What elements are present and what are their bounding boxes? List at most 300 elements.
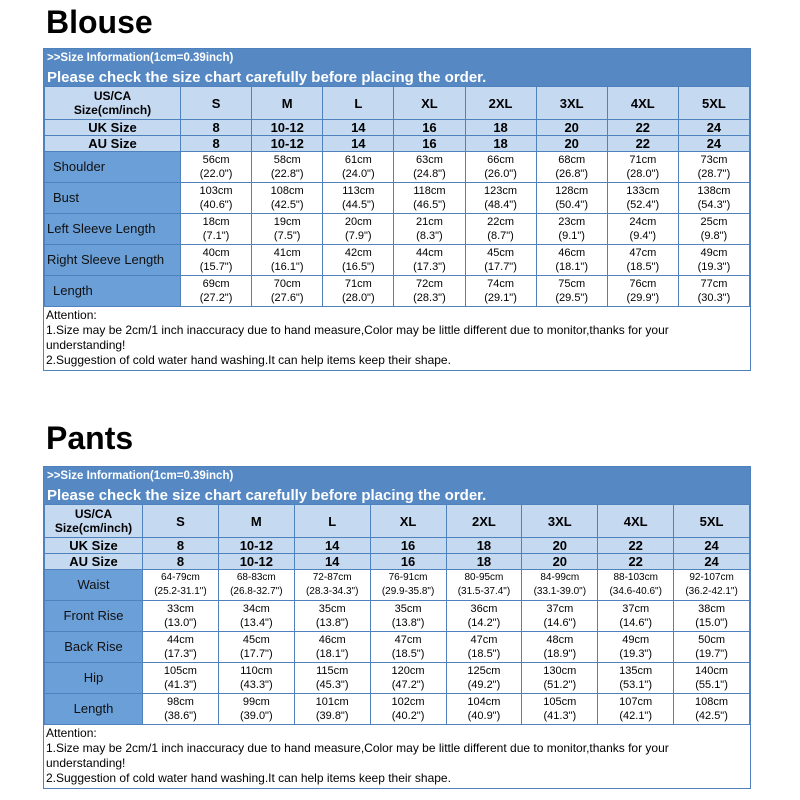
measurement-cm: 19cm [273, 216, 301, 228]
attention-line: 1.Size may be 2cm/1 inch inaccuracy due to hand measure,Color may be little different due to monitor,thanks for your understanding! [46, 741, 669, 770]
measurement-cell [522, 632, 598, 663]
measurement-cell [536, 245, 607, 276]
measurement-row [45, 570, 750, 601]
measurement-inch: (40.6") [199, 199, 233, 211]
measurement-cm: 103cm [199, 185, 233, 197]
measurement-inch: (14.6") [619, 617, 652, 629]
measurement-inch: (53.1") [619, 679, 652, 691]
measurement-label: Length [45, 694, 143, 725]
uk-size-value: 22 [598, 538, 674, 554]
size-column-header: 2XL [446, 505, 522, 538]
measurement-cm: 77cm [700, 278, 728, 290]
measurement-label: Front Rise [45, 601, 143, 632]
measurement-cm: 74cm [487, 278, 515, 290]
measurement-cell [598, 601, 674, 632]
measurement-inch: (16.5") [341, 261, 375, 273]
measurement-row [45, 183, 750, 214]
measurement-cell [465, 276, 536, 307]
measurement-cm: 76cm [629, 278, 657, 290]
header-label-line: Size(cm/inch) [73, 103, 152, 117]
measurement-cell [181, 245, 252, 276]
measurement-cm: 105cm [543, 696, 577, 708]
measurement-cm: 23cm [558, 216, 586, 228]
measurement-cell [181, 183, 252, 214]
measurement-inch: (42.5") [270, 199, 304, 211]
measurement-cell [522, 694, 598, 725]
blouse-size-table [44, 86, 750, 307]
measurement-cell [394, 183, 465, 214]
measurement-cell [323, 276, 394, 307]
measurement-cm: 40cm [202, 247, 230, 259]
measurement-cell [323, 245, 394, 276]
measurement-cm: 50cm [698, 634, 726, 646]
size-column-header: 5XL [674, 505, 750, 538]
measurement-cell [674, 663, 750, 694]
measurement-cm: 110cm [240, 665, 273, 677]
measurement-row [45, 694, 750, 725]
measurement-inch: (22.8") [270, 168, 304, 180]
measurement-cell [446, 663, 522, 694]
size-column-header: 3XL [536, 87, 607, 120]
measurement-inch: (16.1") [270, 261, 304, 273]
blouse-size-chart [43, 48, 751, 371]
measurement-cm: 99cm [242, 696, 270, 708]
measurement-cell [143, 694, 219, 725]
measurement-row [45, 632, 750, 663]
measurement-inch: (19.7") [695, 648, 728, 660]
measurement-cell [598, 663, 674, 694]
measurement-cm: 80-95cm [464, 572, 504, 583]
measurement-cell [678, 276, 749, 307]
size-info-banner [44, 49, 750, 86]
measurement-cm: 42cm [344, 247, 372, 259]
au-size-value: 20 [536, 136, 607, 152]
measurement-inch: (18.5") [467, 648, 501, 660]
measurement-inch: (42.5") [695, 710, 728, 722]
measurement-cell [674, 632, 750, 663]
measurement-cm: 115cm [316, 665, 349, 677]
measurement-inch: (26.8") [555, 168, 588, 180]
measurement-inch: (46.5") [413, 199, 446, 211]
measurement-cell [370, 694, 446, 725]
measurement-cm: 37cm [622, 603, 650, 615]
measurement-inch: (8.3") [416, 230, 443, 242]
measurement-inch: (18.1") [555, 261, 588, 273]
measurement-cell [674, 694, 750, 725]
measurement-cell [465, 152, 536, 183]
au-size-label: AU Size [45, 136, 181, 152]
au-size-label: AU Size [45, 554, 143, 570]
measurement-inch: (40.2") [391, 710, 425, 722]
au-size-value: 22 [607, 136, 678, 152]
measurement-cm: 140cm [695, 665, 729, 677]
measurement-cm: 118cm [413, 185, 446, 197]
measurement-cm: 37cm [546, 603, 574, 615]
measurement-inch: (33.1-39.0") [533, 586, 587, 597]
measurement-cell [674, 570, 750, 601]
measurement-cell [218, 694, 294, 725]
size-column-header: 5XL [678, 87, 749, 120]
au-size-value: 24 [678, 136, 749, 152]
measurement-inch: (29.5") [555, 292, 588, 304]
measurement-cell [218, 632, 294, 663]
size-column-header: L [294, 505, 370, 538]
measurement-cm: 69cm [202, 278, 230, 290]
measurement-cell [465, 214, 536, 245]
measurement-inch: (7.5") [273, 230, 301, 242]
uk-size-row [45, 538, 750, 554]
measurement-cm: 92-107cm [689, 572, 734, 583]
au-size-value: 16 [370, 554, 446, 570]
size-column-header: S [181, 87, 252, 120]
uk-size-value: 20 [522, 538, 598, 554]
measurement-cm: 70cm [273, 278, 301, 290]
uk-size-value: 22 [607, 120, 678, 136]
measurement-inch: (13.8") [315, 617, 349, 629]
measurement-cm: 101cm [315, 696, 349, 708]
measurement-cell [536, 276, 607, 307]
measurement-cm: 47cm [629, 247, 657, 259]
measurement-cm: 104cm [467, 696, 501, 708]
measurement-cell [294, 663, 370, 694]
au-size-value: 24 [674, 554, 750, 570]
measurement-cell [607, 183, 678, 214]
measurement-cm: 35cm [318, 603, 346, 615]
measurement-cm: 36cm [470, 603, 498, 615]
measurement-inch: (47.2") [391, 679, 425, 691]
measurement-inch: (18.9") [543, 648, 577, 660]
measurement-row [45, 245, 750, 276]
pants-title: Pants [46, 420, 134, 456]
measurement-inch: (19.3") [619, 648, 652, 660]
measurement-inch: (26.0") [484, 168, 517, 180]
blouse-title: Blouse [46, 4, 153, 40]
measurement-cell [522, 570, 598, 601]
measurement-cell [536, 183, 607, 214]
measurement-inch: (28.0") [626, 168, 660, 180]
measurement-cm: 76-91cm [388, 572, 428, 583]
uk-size-value: 20 [536, 120, 607, 136]
measurement-cm: 45cm [242, 634, 270, 646]
measurement-inch: (13.4") [239, 617, 273, 629]
measurement-inch: (24.8") [413, 168, 446, 180]
measurement-cell [370, 632, 446, 663]
uk-size-value: 16 [370, 538, 446, 554]
measurement-cm: 58cm [273, 154, 301, 166]
attention-line: Attention: [46, 308, 97, 322]
measurement-cm: 128cm [555, 185, 589, 197]
measurement-cell [394, 152, 465, 183]
au-size-value: 10-12 [218, 554, 294, 570]
measurement-row [45, 601, 750, 632]
measurement-cm: 64-79cm [160, 572, 200, 583]
pants-size-chart [43, 466, 751, 789]
measurement-inch: (25.2-31.1") [154, 586, 207, 597]
measurement-label: Hip [45, 663, 143, 694]
au-size-value: 22 [598, 554, 674, 570]
measurement-cell [522, 663, 598, 694]
measurement-cm: 25cm [700, 216, 728, 228]
measurement-cm: 125cm [467, 665, 501, 677]
size-header-row [45, 87, 750, 120]
measurement-inch: (45.3") [315, 679, 349, 691]
size-chart-note: Please check the size chart carefully before placing the order. [47, 69, 487, 86]
measurement-label: Bust [45, 183, 181, 214]
au-size-value: 14 [294, 554, 370, 570]
measurement-cm: 66cm [487, 154, 515, 166]
measurement-inch: (39.8") [315, 710, 349, 722]
measurement-inch: (39.0") [239, 710, 273, 722]
measurement-inch: (18.5") [391, 648, 425, 660]
uk-size-label: UK Size [45, 120, 181, 136]
measurement-cm: 38cm [698, 603, 726, 615]
measurement-inch: (29.9") [626, 292, 660, 304]
measurement-inch: (55.1") [695, 679, 728, 691]
measurement-inch: (15.0") [695, 617, 728, 629]
measurement-cell [678, 183, 749, 214]
measurement-inch: (26.8-32.7") [230, 586, 283, 597]
measurement-cell [370, 663, 446, 694]
size-column-header: S [143, 505, 219, 538]
measurement-cell [607, 152, 678, 183]
measurement-cm: 75cm [558, 278, 586, 290]
measurement-row [45, 152, 750, 183]
measurement-inch: (17.7") [484, 261, 517, 273]
measurement-label: Right Sleeve Length [45, 245, 181, 276]
measurement-cell [294, 632, 370, 663]
measurement-label: Left Sleeve Length [45, 214, 181, 245]
measurement-inch: (17.3") [413, 261, 446, 273]
measurement-inch: (42.1") [619, 710, 652, 722]
uk-size-value: 8 [181, 120, 252, 136]
measurement-inch: (41.3") [543, 710, 577, 722]
measurement-cm: 73cm [700, 154, 728, 166]
measurement-cm: 49cm [700, 247, 728, 259]
attention-line: 2.Suggestion of cold water hand washing.It can help items keep their shape. [46, 353, 451, 367]
measurement-cm: 123cm [484, 185, 518, 197]
au-size-row [45, 554, 750, 570]
measurement-cm: 108cm [695, 696, 729, 708]
measurement-inch: (52.4") [626, 199, 660, 211]
measurement-row [45, 663, 750, 694]
measurement-cm: 49cm [622, 634, 650, 646]
measurement-cell [536, 214, 607, 245]
measurement-inch: (54.3") [697, 199, 731, 211]
measurement-cell [394, 214, 465, 245]
uk-size-value: 10-12 [218, 538, 294, 554]
measurement-inch: (22.0") [199, 168, 233, 180]
measurement-cell [674, 601, 750, 632]
measurement-inch: (7.9") [345, 230, 372, 242]
measurement-cm: 44cm [415, 247, 443, 259]
size-column-header: 4XL [598, 505, 674, 538]
measurement-cell [218, 663, 294, 694]
au-size-value: 8 [143, 554, 219, 570]
measurement-row [45, 276, 750, 307]
au-size-value: 18 [465, 136, 536, 152]
uk-size-value: 24 [678, 120, 749, 136]
measurement-cell [598, 632, 674, 663]
measurement-cell [323, 214, 394, 245]
measurement-label: Shoulder [45, 152, 181, 183]
measurement-cell [607, 276, 678, 307]
size-column-header: 4XL [607, 87, 678, 120]
size-column-header: 3XL [522, 505, 598, 538]
measurement-cm: 71cm [344, 278, 372, 290]
measurement-cell [252, 183, 323, 214]
measurement-cm: 105cm [163, 665, 197, 677]
uk-size-label: UK Size [45, 538, 143, 554]
measurement-cell [446, 694, 522, 725]
measurement-inch: (27.2") [199, 292, 233, 304]
attention-line: 2.Suggestion of cold water hand washing.It can help items keep their shape. [46, 771, 451, 785]
measurement-cell [252, 276, 323, 307]
measurement-inch: (40.9") [467, 710, 501, 722]
uk-size-row [45, 120, 750, 136]
measurement-inch: (13.8") [391, 617, 425, 629]
measurement-inch: (15.7") [199, 261, 233, 273]
measurement-cell [181, 276, 252, 307]
au-size-value: 20 [522, 554, 598, 570]
measurement-inch: (36.2-42.1") [685, 586, 738, 597]
measurement-inch: (19.3") [697, 261, 731, 273]
measurement-label: Waist [45, 570, 143, 601]
measurement-cell [143, 601, 219, 632]
size-column-header: L [323, 87, 394, 120]
measurement-cell [218, 601, 294, 632]
uk-size-value: 18 [465, 120, 536, 136]
au-size-value: 10-12 [252, 136, 323, 152]
pants-size-table [44, 504, 750, 725]
measurement-cm: 45cm [487, 247, 515, 259]
au-size-value: 8 [181, 136, 252, 152]
attention-line: Attention: [46, 726, 97, 740]
measurement-cell [370, 570, 446, 601]
measurement-inch: (9.1") [558, 230, 585, 242]
size-chart-note: Please check the size chart carefully before placing the order. [47, 487, 487, 504]
measurement-cell [394, 276, 465, 307]
size-column-header: 2XL [465, 87, 536, 120]
measurement-cell [143, 663, 219, 694]
size-column-header: XL [370, 505, 446, 538]
measurement-cell [598, 570, 674, 601]
measurement-cell [181, 214, 252, 245]
measurement-cell [598, 694, 674, 725]
uk-size-value: 16 [394, 120, 465, 136]
size-header-label [45, 505, 143, 538]
measurement-cell [678, 245, 749, 276]
measurement-cell [252, 245, 323, 276]
uk-size-value: 14 [294, 538, 370, 554]
measurement-cell [465, 245, 536, 276]
measurement-cell [607, 214, 678, 245]
measurement-row [45, 214, 750, 245]
measurement-inch: (28.3") [413, 292, 446, 304]
header-label-line: US/CA [74, 507, 113, 521]
measurement-cell [678, 214, 749, 245]
measurement-cm: 21cm [415, 216, 443, 228]
measurement-cell [465, 183, 536, 214]
measurement-cm: 22cm [487, 216, 515, 228]
size-column-header: M [252, 87, 323, 120]
au-size-row [45, 136, 750, 152]
measurement-cm: 56cm [202, 154, 230, 166]
measurement-inch: (51.2") [543, 679, 577, 691]
size-column-header: M [218, 505, 294, 538]
measurement-inch: (13.0") [164, 617, 197, 629]
measurement-cell [181, 152, 252, 183]
au-size-value: 14 [323, 136, 394, 152]
measurement-inch: (8.7") [487, 230, 514, 242]
measurement-inch: (7.1") [202, 230, 230, 242]
measurement-inch: (28.3-34.3") [305, 586, 359, 597]
uk-size-value: 10-12 [252, 120, 323, 136]
measurement-inch: (18.5") [626, 261, 660, 273]
measurement-cell [446, 632, 522, 663]
measurement-cell [446, 570, 522, 601]
measurement-inch: (17.7") [239, 648, 273, 660]
attention-line: 1.Size may be 2cm/1 inch inaccuracy due to hand measure,Color may be little different due to monitor,thanks for your understanding! [46, 323, 669, 352]
measurement-cm: 138cm [697, 185, 731, 197]
measurement-cell [218, 570, 294, 601]
size-info-text: >>Size Information(1cm=0.39inch) [47, 470, 234, 482]
measurement-cm: 20cm [344, 216, 372, 228]
measurement-cm: 46cm [558, 247, 586, 259]
measurement-cm: 34cm [242, 603, 270, 615]
measurement-cm: 41cm [273, 247, 301, 259]
attention-note [44, 307, 750, 370]
measurement-cm: 133cm [626, 185, 660, 197]
uk-size-value: 8 [143, 538, 219, 554]
measurement-cell [294, 601, 370, 632]
measurement-cell [294, 570, 370, 601]
measurement-cell [323, 152, 394, 183]
measurement-inch: (43.3") [239, 679, 273, 691]
measurement-cm: 88-103cm [613, 572, 658, 583]
measurement-inch: (27.6") [270, 292, 304, 304]
measurement-cm: 18cm [202, 216, 230, 228]
uk-size-value: 14 [323, 120, 394, 136]
measurement-cm: 72-87cm [312, 572, 352, 583]
measurement-cell [143, 632, 219, 663]
measurement-cm: 35cm [394, 603, 422, 615]
measurement-inch: (29.1") [484, 292, 517, 304]
measurement-cell [446, 601, 522, 632]
measurement-cm: 107cm [619, 696, 653, 708]
measurement-cm: 102cm [391, 696, 425, 708]
measurement-cm: 130cm [543, 665, 577, 677]
measurement-inch: (48.4") [484, 199, 517, 211]
measurement-cell [394, 245, 465, 276]
measurement-cm: 47cm [470, 634, 498, 646]
size-info-text: >>Size Information(1cm=0.39inch) [47, 52, 234, 64]
measurement-cell [678, 152, 749, 183]
measurement-cm: 46cm [318, 634, 346, 646]
measurement-inch: (28.0") [341, 292, 375, 304]
measurement-inch: (49.2") [467, 679, 501, 691]
measurement-inch: (14.2") [467, 617, 501, 629]
measurement-cell [252, 152, 323, 183]
measurement-inch: (24.0") [341, 168, 375, 180]
uk-size-value: 18 [446, 538, 522, 554]
size-info-banner [44, 467, 750, 504]
measurement-inch: (34.6-40.6") [609, 586, 662, 597]
measurement-cm: 68cm [558, 154, 586, 166]
size-header-label [45, 87, 181, 120]
measurement-cm: 61cm [344, 154, 372, 166]
measurement-cm: 98cm [166, 696, 194, 708]
measurement-cm: 48cm [546, 634, 574, 646]
